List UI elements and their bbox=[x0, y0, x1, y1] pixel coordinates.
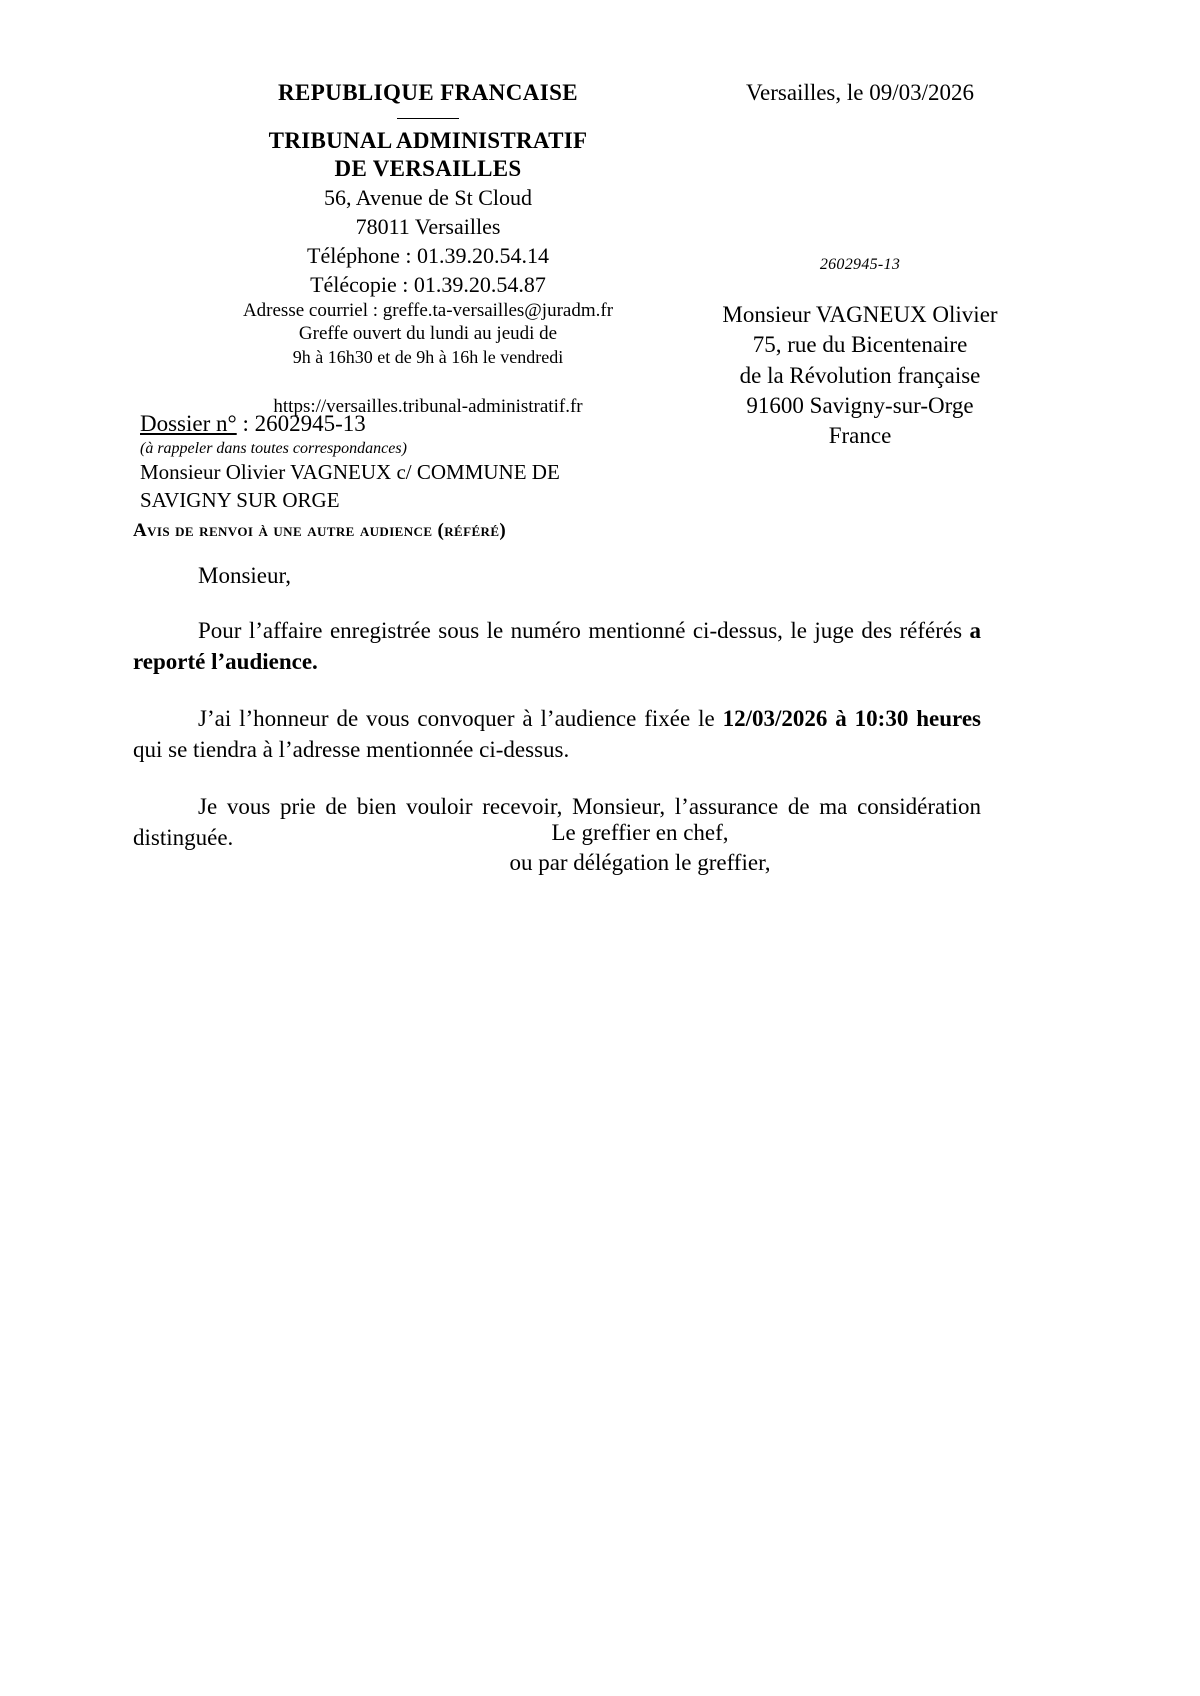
court-phone: Téléphone : 01.39.20.54.14 bbox=[307, 242, 549, 268]
registry-hours-line-1: Greffe ouvert du lundi au jeudi de bbox=[298, 323, 558, 345]
recipient-address-line-2: de la Révolution française bbox=[739, 362, 981, 388]
paragraph-2-text-start: J’ai l’honneur de vous convoquer à l’audience fixée le bbox=[198, 706, 723, 732]
court-postal-city: 78011 Versailles bbox=[355, 213, 501, 239]
paragraph-1-text: Pour l’affaire enregistrée sous le numéro mentionné ci-dessus, le juge des référés bbox=[198, 618, 970, 643]
letterhead-block bbox=[148, 78, 708, 419]
court-street: 56, Avenue de St Cloud bbox=[324, 184, 532, 210]
paragraph-closing: Je vous prie de bien vouloir recevoir, Monsieur, l’assurance de ma considération distinguée. bbox=[133, 794, 981, 850]
paragraph-postponement bbox=[133, 616, 981, 677]
dossier-block bbox=[140, 410, 700, 513]
dossier-note: (à rappeler dans toutes correspondances) bbox=[140, 440, 407, 458]
letter-body bbox=[133, 563, 981, 853]
court-fax: Télécopie : 01.39.20.54.87 bbox=[310, 271, 546, 297]
dossier-label: Dossier n° bbox=[140, 411, 237, 436]
reference-number-small: 2602945-13 bbox=[819, 256, 901, 273]
recipient-address-block bbox=[640, 300, 1080, 452]
signature-line-1: Le greffier en chef, bbox=[551, 820, 729, 845]
dossier-parties-line-1: Monsieur Olivier VAGNEUX c/ COMMUNE DE bbox=[140, 460, 560, 485]
hearing-datetime: 12/03/2026 à 10:30 heures bbox=[722, 706, 981, 732]
salutation: Monsieur, bbox=[198, 563, 291, 588]
recipient-name: Monsieur VAGNEUX Olivier bbox=[722, 302, 998, 327]
paragraph-convocation bbox=[133, 704, 981, 765]
registry-hours-line-2: 9h à 16h30 et de 9h à 16h le vendredi bbox=[292, 347, 564, 368]
dossier-number-line bbox=[140, 410, 700, 437]
signature-block bbox=[360, 818, 920, 879]
court-email: Adresse courriel : greffe.ta-versailles@juradm.fr bbox=[242, 299, 614, 321]
court-name-line-1: TRIBUNAL ADMINISTRATIF bbox=[268, 127, 588, 153]
paragraph-1-emphasis: a reporté l’audience. bbox=[133, 618, 981, 674]
dossier-separator: : bbox=[236, 411, 255, 436]
court-website[interactable]: https://versailles.tribunal-administratif.fr bbox=[273, 395, 583, 417]
recipient-country: France bbox=[828, 423, 892, 449]
dossier-parties-line-2: SAVIGNY SUR ORGE bbox=[140, 487, 340, 512]
subject-heading: Avis de renvoi à une autre audience (référé) bbox=[133, 520, 507, 541]
paragraph-2-text-end: qui se tiendra à l’adresse mentionnée ci-dessus. bbox=[133, 736, 570, 762]
court-name-line-2: DE VERSAILLES bbox=[334, 155, 522, 181]
dossier-number: 2602945-13 bbox=[254, 411, 366, 436]
letterhead-divider bbox=[397, 118, 459, 119]
recipient-city: 91600 Savigny-sur-Orge bbox=[746, 393, 974, 419]
date-line: Versailles, le 09/03/2026 bbox=[745, 80, 975, 105]
signature-line-2: ou par délégation le greffier, bbox=[509, 850, 771, 876]
recipient-address-line-1: 75, rue du Bicentenaire bbox=[752, 332, 968, 358]
republic-title: REPUBLIQUE FRANCAISE bbox=[277, 80, 578, 105]
